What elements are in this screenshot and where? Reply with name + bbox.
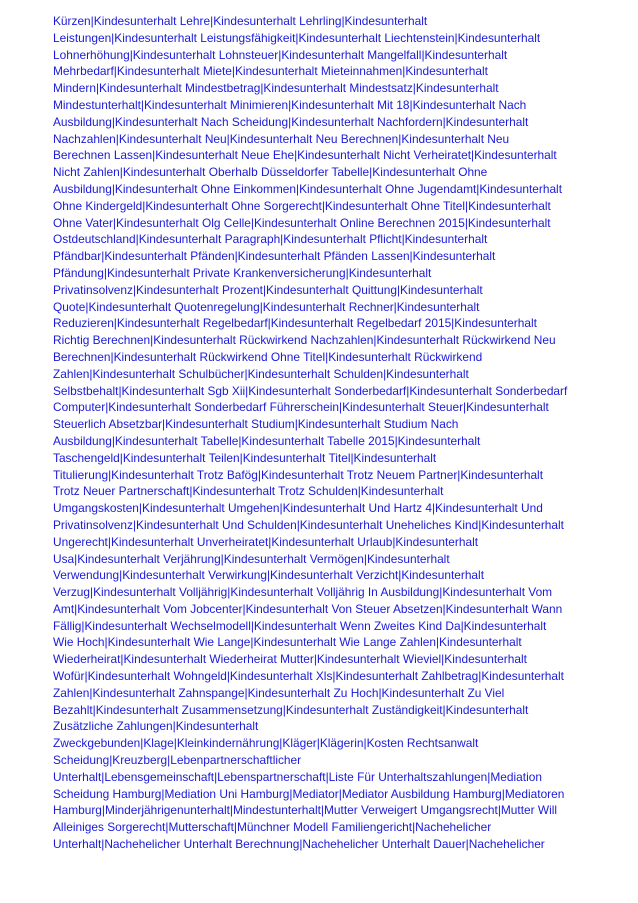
keyword-link-line[interactable]: Privatinsolvenz|Kindesunterhalt Prozent|Kindesunterhalt Quittung|Kindesunterhalt — [53, 282, 483, 297]
keyword-link-line[interactable]: Kürzen|Kindesunterhalt Lehre|Kindesunterhalt Lehrling|Kindesunterhalt — [53, 14, 428, 28]
keyword-link-line[interactable]: Ausbildung|Kindesunterhalt Nach Scheidung|Kindesunterhalt Nachfordern|Kindesunterhalt — [53, 114, 529, 129]
keyword-link-line[interactable]: Unterhalt|Nachehelicher Unterhalt Berechnung|Nachehelicher Unterhalt Dauer|Nachehelicher — [53, 837, 545, 852]
keyword-link-line[interactable]: Trotz Neuer Partnerschaft|Kindesunterhalt Trotz Schulden|Kindesunterhalt — [53, 484, 444, 499]
keyword-link-line[interactable]: Scheidung|Kreuzberg|Lebenpartnerschaftlicher — [53, 753, 302, 768]
keyword-link-line[interactable]: Pfändbar|Kindesunterhalt Pfänden|Kindesunterhalt Pfänden Lassen|Kindesunterhalt — [53, 249, 496, 264]
keyword-link-line[interactable]: Alleiniges Sorgerecht|Mutterschaft|Münchner Modell Familiengericht|Nachehelicher — [53, 820, 492, 835]
keyword-link-line[interactable]: Scheidung Hamburg|Mediation Uni Hamburg|Mediator|Mediator Ausbildung Hamburg|Mediatoren — [53, 786, 565, 801]
keyword-link-line[interactable]: Wiederheirat|Kindesunterhalt Wiederheirat Mutter|Kindesunterhalt Wieviel|Kindesunterhalt — [53, 652, 527, 667]
keyword-link-line[interactable]: Leistungen|Kindesunterhalt Leistungsfähigkeit|Kindesunterhalt Liechtenstein|Kindesunterhalt — [53, 30, 541, 45]
keyword-link-line[interactable]: Steuerlich Absetzbar|Kindesunterhalt Studium|Kindesunterhalt Studium Nach — [53, 417, 459, 432]
keyword-link-line[interactable]: Ohne Vater|Kindesunterhalt Olg Celle|Kindesunterhalt Online Berechnen 2015|Kindesunterhalt — [53, 215, 551, 230]
keyword-link-line[interactable]: Mindern|Kindesunterhalt Mindestbetrag|Kindesunterhalt Mindestsatz|Kindesunterhalt — [53, 81, 499, 96]
keyword-link-line[interactable]: Ostdeutschland|Kindesunterhalt Paragraph|Kindesunterhalt Pflicht|Kindesunterhalt — [53, 232, 488, 247]
keyword-link-line[interactable]: Mehrbedarf|Kindesunterhalt Miete|Kindesunterhalt Mieteinnahmen|Kindesunterhalt — [53, 64, 488, 79]
keyword-link-line[interactable]: Verzug|Kindesunterhalt Volljährig|Kindesunterhalt Volljährig In Ausbildung|Kindesunterhalt Vom — [53, 585, 553, 600]
keyword-link-line[interactable]: Berechnen Lassen|Kindesunterhalt Neue Ehe|Kindesunterhalt Nicht Verheiratet|Kindesunterhalt — [53, 148, 557, 163]
keyword-link-line[interactable]: Pfändung|Kindesunterhalt Private Krankenversicherung|Kindesunterhalt — [53, 265, 432, 280]
keyword-link-line[interactable]: Verwendung|Kindesunterhalt Verwirkung|Kindesunterhalt Verzicht|Kindesunterhalt — [53, 568, 484, 583]
keyword-link-line[interactable]: Fällig|Kindesunterhalt Wechselmodell|Kindesunterhalt Wenn Zweites Kind Da|Kindesunterhalt — [53, 618, 547, 633]
keyword-link-line[interactable]: Zahlen|Kindesunterhalt Zahnspange|Kindesunterhalt Zu Hoch|Kindesunterhalt Zu Viel — [53, 685, 505, 700]
keyword-link-line[interactable]: Zahlen|Kindesunterhalt Schulbücher|Kindesunterhalt Schulden|Kindesunterhalt — [53, 366, 469, 381]
keyword-link-line[interactable]: Amt|Kindesunterhalt Vom Jobcenter|Kindesunterhalt Von Steuer Absetzen|Kindesunterhalt Wann — [53, 601, 563, 616]
keyword-link-line[interactable]: Zweckgebunden|Klage|Kleinkindernährung|Kläger|Klägerin|Kosten Rechtsanwalt — [53, 736, 479, 751]
keyword-link-line[interactable]: Ohne Kindergeld|Kindesunterhalt Ohne Sorgerecht|Kindesunterhalt Ohne Titel|Kindesunterhalt — [53, 198, 551, 213]
keyword-link-line[interactable]: Selbstbehalt|Kindesunterhalt Sgb Xii|Kindesunterhalt Sonderbedarf|Kindesunterhalt Sonderbedarf — [53, 383, 568, 398]
keyword-link-line[interactable]: Mindestunterhalt|Kindesunterhalt Minimieren|Kindesunterhalt Mit 18|Kindesunterhalt Nach — [53, 97, 527, 112]
keyword-link-line[interactable]: Ungerecht|Kindesunterhalt Unverheiratet|Kindesunterhalt Urlaub|Kindesunterhalt — [53, 534, 479, 549]
keyword-link-line[interactable]: Wofür|Kindesunterhalt Wohngeld|Kindesunterhalt Xls|Kindesunterhalt Zahlbetrag|Kindesunterhalt — [53, 669, 564, 684]
link-list-page — [53, 13, 623, 853]
keyword-link-line[interactable]: Nicht Zahlen|Kindesunterhalt Oberhalb Düsseldorfer Tabelle|Kindesunterhalt Ohne — [53, 165, 488, 180]
keyword-link-line[interactable]: Ausbildung|Kindesunterhalt Ohne Einkommen|Kindesunterhalt Ohne Jugendamt|Kindesunterhalt — [53, 181, 562, 196]
keyword-link-line[interactable]: Reduzieren|Kindesunterhalt Regelbedarf|Kindesunterhalt Regelbedarf 2015|Kindesunterhalt — [53, 316, 537, 331]
keyword-link-line[interactable]: Computer|Kindesunterhalt Sonderbedarf Führerschein|Kindesunterhalt Steuer|Kindesunterhalt — [53, 400, 549, 415]
keyword-link-line[interactable]: Ausbildung|Kindesunterhalt Tabelle|Kindesunterhalt Tabelle 2015|Kindesunterhalt — [53, 433, 481, 448]
keyword-link-line[interactable]: Titulierung|Kindesunterhalt Trotz Bafög|Kindesunterhalt Trotz Neuem Partner|Kindesunterhalt — [53, 467, 544, 482]
keyword-link-line[interactable]: Berechnen|Kindesunterhalt Rückwirkend Ohne Titel|Kindesunterhalt Rückwirkend — [53, 349, 483, 364]
keyword-link-line[interactable]: Unterhalt|Lebensgemeinschaft|Lebenspartnerschaft|Liste Für Unterhaltszahlungen|Mediation — [53, 769, 542, 784]
keyword-link-line[interactable]: Wie Hoch|Kindesunterhalt Wie Lange|Kindesunterhalt Wie Lange Zahlen|Kindesunterhalt — [53, 635, 522, 650]
keyword-link-line[interactable]: Usa|Kindesunterhalt Verjährung|Kindesunterhalt Vermögen|Kindesunterhalt — [53, 551, 450, 566]
keyword-link-line[interactable]: Zusätzliche Zahlungen|Kindesunterhalt — [53, 719, 259, 734]
keyword-link-line[interactable]: Richtig Berechnen|Kindesunterhalt Rückwirkend Nachzahlen|Kindesunterhalt Rückwirkend Neu — [53, 333, 556, 348]
keyword-link-line[interactable]: Lohnerhöhung|Kindesunterhalt Lohnsteuer|Kindesunterhalt Mangelfall|Kindesunterhalt — [53, 47, 508, 62]
keyword-link-line[interactable]: Taschengeld|Kindesunterhalt Teilen|Kindesunterhalt Titel|Kindesunterhalt — [53, 450, 437, 465]
keyword-link-line[interactable]: Umgangskosten|Kindesunterhalt Umgehen|Kindesunterhalt Und Hartz 4|Kindesunterhalt Und — [53, 501, 543, 516]
keyword-link-line[interactable]: Hamburg|Minderjährigenunterhalt|Mindestunterhalt|Mutter Verweigert Umgangsrecht|Mutter Will — [53, 803, 558, 818]
keyword-link-line[interactable]: Privatinsolvenz|Kindesunterhalt Und Schulden|Kindesunterhalt Uneheliches Kind|Kindesunterhalt — [53, 517, 564, 532]
keyword-link-line[interactable]: Nachzahlen|Kindesunterhalt Neu|Kindesunterhalt Neu Berechnen|Kindesunterhalt Neu — [53, 131, 510, 146]
keyword-link-line[interactable]: Bezahlt|Kindesunterhalt Zusammensetzung|Kindesunterhalt Zuständigkeit|Kindesunterhalt — [53, 702, 529, 717]
keyword-link-line[interactable]: Quote|Kindesunterhalt Quotenregelung|Kindesunterhalt Rechner|Kindesunterhalt — [53, 299, 480, 314]
